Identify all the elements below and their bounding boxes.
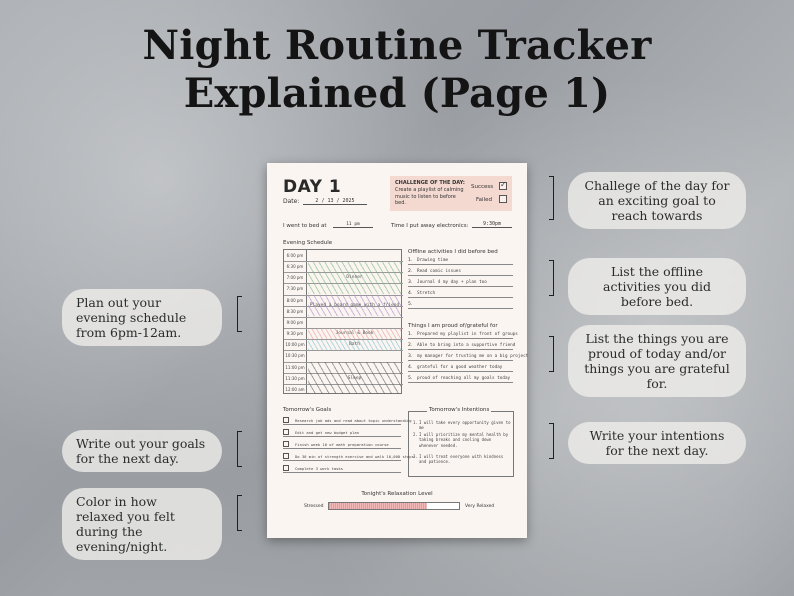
page-title bbox=[0, 22, 794, 118]
callout-goals: Write out your goals for the next day. bbox=[62, 430, 222, 472]
goal-item bbox=[283, 438, 401, 449]
title-line-1: Night Routine Tracker bbox=[142, 22, 652, 69]
schedule-time-label: 7:30 pm bbox=[286, 286, 304, 292]
schedule-time-label: 12:00 am bbox=[285, 386, 305, 392]
proud-item-number: 3. bbox=[408, 354, 413, 359]
offline-item-number: 2. bbox=[408, 269, 413, 274]
schedule-time-label: 8:00 pm bbox=[286, 297, 304, 303]
callout-challenge: Challege of the day for an exciting goal to reach towards bbox=[568, 172, 746, 229]
intentions-label: Tomorrow's Intentions bbox=[429, 407, 490, 413]
schedule-block: Dinner bbox=[308, 262, 401, 294]
electronics-label: Time I put away electronics: bbox=[391, 223, 469, 229]
challenge-text: Create a playlist of calming music to listen to before bed. bbox=[395, 187, 464, 206]
goal-checkbox[interactable] bbox=[283, 441, 289, 447]
proud-item-number: 4. bbox=[408, 365, 413, 370]
goal-checkbox[interactable] bbox=[283, 453, 289, 459]
schedule-time-label: 9:00 pm bbox=[286, 319, 304, 325]
offline-item-number: 3. bbox=[408, 280, 413, 285]
date-value: 2 / 13 / 2025 bbox=[303, 198, 367, 205]
callout-schedule: Plan out your evening schedule from 6pm-12am. bbox=[62, 289, 222, 346]
proud-item bbox=[408, 329, 518, 339]
title-line-2: Explained (Page 1) bbox=[183, 70, 611, 117]
goal-item bbox=[283, 414, 412, 425]
offline-item-text: Stretch bbox=[417, 291, 436, 296]
bracket-offline bbox=[549, 260, 554, 296]
intention-text: I will take every opportunity given to me bbox=[419, 420, 511, 431]
schedule-time-label: 11:30 pm bbox=[285, 375, 305, 381]
offline-item-number: 5. bbox=[408, 302, 413, 307]
schedule-time-label: 10:30 pm bbox=[285, 353, 305, 359]
proud-item-text: grateful for a good weather today bbox=[417, 365, 503, 370]
callout-intentions: Write your intentions for the next day. bbox=[568, 422, 746, 464]
proud-item bbox=[408, 362, 513, 372]
failed-label: Failed bbox=[476, 197, 492, 203]
proud-item-number: 1. bbox=[408, 332, 413, 337]
schedule-time-label: 7:00 pm bbox=[286, 275, 304, 281]
offline-item bbox=[408, 266, 513, 276]
day-title: DAY 1 bbox=[283, 177, 342, 197]
offline-item-text: Drawing time bbox=[417, 258, 449, 263]
schedule-block: Bath bbox=[308, 340, 401, 350]
schedule-block: Journal & Book bbox=[308, 329, 401, 339]
offline-item-number: 1. bbox=[408, 258, 413, 263]
goal-text: Do 30 min of strength exercise and walk 10,000 steps bbox=[295, 454, 414, 459]
schedule-time-label: 9:30 pm bbox=[286, 331, 304, 337]
goal-item bbox=[283, 462, 401, 473]
schedule-time-label: 10:00 pm bbox=[285, 342, 305, 348]
proud-item-number: 2. bbox=[408, 343, 413, 348]
schedule-row bbox=[284, 317, 403, 318]
bracket-goals bbox=[237, 431, 242, 467]
bracket-relax bbox=[237, 495, 242, 531]
intention-number: 1. bbox=[413, 420, 418, 425]
intention-item bbox=[413, 420, 511, 431]
goal-text: Edit and get new budget plan bbox=[295, 430, 360, 435]
proud-item-text: proud of reaching all my goals today bbox=[417, 376, 511, 381]
offline-item bbox=[408, 255, 513, 265]
goal-text: Complete 3 work tasks bbox=[295, 466, 344, 471]
challenge-box bbox=[390, 176, 512, 211]
offline-label: Offline activities I did before bed bbox=[408, 249, 498, 255]
proud-label: Things I am proud of/grateful for bbox=[408, 323, 498, 329]
intention-item bbox=[413, 454, 511, 465]
success-label: Success bbox=[471, 184, 494, 190]
schedule-row bbox=[284, 350, 403, 351]
bracket-proud bbox=[549, 336, 554, 372]
bracket-schedule bbox=[237, 296, 242, 332]
schedule-time-label: 8:30 pm bbox=[286, 308, 304, 314]
schedule-time-label: 6:00 pm bbox=[286, 253, 304, 258]
offline-item-text: Journal 4 my day + plan too bbox=[417, 280, 487, 285]
very-relaxed-label: Very Relaxed bbox=[465, 504, 495, 509]
stressed-label: Stressed bbox=[304, 504, 324, 509]
callout-relax: Color in how relaxed you felt during the evening/night. bbox=[62, 488, 222, 560]
offline-item bbox=[408, 277, 513, 287]
relaxation-label: Tonight's Relaxation Level bbox=[361, 491, 433, 497]
intention-text: I will prioritize my mental health by taking breaks and cooling down whenever needed. bbox=[419, 432, 509, 448]
check-icon: ✓ bbox=[500, 180, 507, 189]
success-checkbox[interactable] bbox=[499, 182, 507, 190]
goal-text: Research job ads and read about topic understanding bbox=[295, 418, 412, 423]
electronics-value: 9:30pm bbox=[472, 221, 512, 228]
goal-checkbox[interactable] bbox=[283, 465, 289, 471]
schedule-time-label: 11:00 pm bbox=[285, 364, 305, 370]
goal-item bbox=[283, 426, 401, 437]
bed-time-value: 11 pm bbox=[333, 222, 373, 228]
goals-label: Tomorrow's Goals bbox=[283, 407, 332, 413]
schedule-grid bbox=[283, 249, 402, 394]
schedule-label: Evening Schedule bbox=[283, 240, 333, 246]
challenge-heading: CHALLENGE OF THE DAY: bbox=[395, 180, 465, 186]
proud-item bbox=[408, 340, 516, 350]
offline-item-text: Read comic issues bbox=[417, 269, 461, 274]
schedule-block: Sleep bbox=[308, 362, 401, 394]
proud-item-text: Prepared my playlist in front of groups bbox=[417, 332, 518, 337]
relaxation-fill bbox=[329, 503, 427, 509]
proud-item-text: my manager for trusting me on a big project bbox=[417, 354, 529, 359]
goal-text: Finish week 10 of math preparation course bbox=[295, 442, 389, 447]
schedule-time-label: 6:30 pm bbox=[286, 264, 304, 270]
proud-item bbox=[408, 373, 513, 383]
proud-item bbox=[408, 351, 529, 361]
goal-checkbox[interactable] bbox=[283, 429, 289, 435]
relaxation-bar[interactable] bbox=[328, 502, 460, 510]
bracket-challenge bbox=[549, 176, 554, 220]
intention-text: I will treat everyone with kindness and patience. bbox=[419, 454, 504, 465]
schedule-block: Played a board game with a friend bbox=[308, 295, 401, 316]
goal-checkbox[interactable] bbox=[283, 417, 289, 423]
intention-number: 3. bbox=[413, 454, 418, 459]
proud-item-text: Able to bring into a supportive friend bbox=[417, 343, 516, 348]
failed-checkbox[interactable] bbox=[499, 195, 507, 203]
offline-item bbox=[408, 299, 513, 309]
callout-offline: List the offline activities you did before bed. bbox=[568, 258, 746, 315]
intention-number: 2. bbox=[413, 432, 418, 437]
offline-item-number: 4. bbox=[408, 291, 413, 296]
bracket-intentions bbox=[549, 423, 554, 459]
bed-time-label: I went to bed at bbox=[283, 223, 327, 229]
tracker-page bbox=[267, 163, 527, 538]
date-label: Date: bbox=[283, 198, 300, 205]
intentions-box bbox=[408, 411, 514, 477]
goal-item bbox=[283, 450, 414, 461]
callout-proud: List the things you are proud of today and/or things you are grateful for. bbox=[568, 325, 746, 397]
intention-item bbox=[413, 432, 511, 448]
offline-item bbox=[408, 288, 513, 298]
proud-item-number: 5. bbox=[408, 376, 413, 381]
